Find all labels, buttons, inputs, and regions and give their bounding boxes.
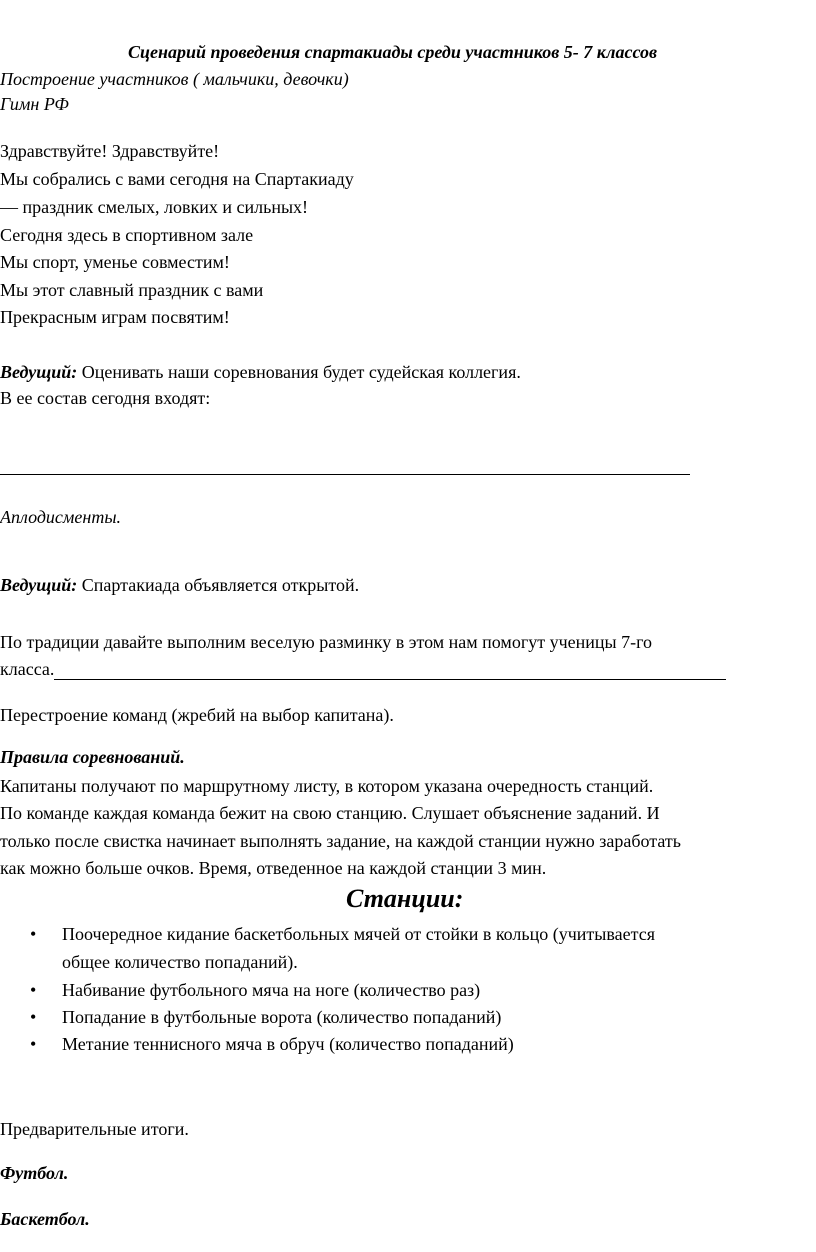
bullet-icon: •	[30, 980, 37, 1000]
bullet-icon: •	[30, 924, 37, 944]
warmup-line-2	[0, 658, 726, 680]
signature-line	[0, 474, 690, 475]
poem-line: Мы спорт, уменье совместим!	[0, 252, 230, 272]
football-heading: Футбол.	[0, 1163, 69, 1183]
applause-note: Аплодисменты.	[0, 507, 122, 527]
station-item-continued: общее количество попаданий).	[62, 952, 298, 972]
station-item: Метание теннисного мяча в обруч (количество попаданий)	[62, 1034, 514, 1054]
rules-line: Капитаны получают по маршрутному листу, в котором указана очередность станций.	[0, 776, 654, 796]
regroup-line: Перестроение команд (жребий на выбор капитана).	[0, 705, 394, 725]
poem-line: Мы этот славный праздник с вами	[0, 280, 264, 300]
host-text: Оценивать наши соревнования будет судейская коллегия.	[77, 362, 521, 382]
poem-line: Сегодня здесь в спортивном зале	[0, 225, 254, 245]
poem-line: — праздник смелых, ловких и сильных!	[0, 197, 309, 217]
jury-line: В ее состав сегодня входят:	[0, 388, 211, 408]
fill-in-line	[54, 661, 726, 680]
bullet-icon: •	[30, 1034, 37, 1054]
stations-title: Станции:	[346, 884, 464, 913]
rules-title: Правила соревнований.	[0, 747, 185, 767]
rules-line: только после свистка начинает выполнять задание, на каждой станции нужно заработать	[0, 831, 681, 851]
host-paragraph-1	[0, 361, 521, 383]
warmup-line: По традиции давайте выполним веселую разминку в этом нам помогут ученицы 7-го	[0, 632, 653, 652]
station-item: Набивание футбольного мяча на ноге (количество раз)	[62, 980, 481, 1000]
document-title: Сценарий проведения спартакиады среди участников 5- 7 классов	[128, 42, 658, 62]
host-text: Спартакиада объявляется открытой.	[77, 575, 360, 595]
station-item: Попадание в футбольные ворота (количество попаданий)	[62, 1007, 502, 1027]
poem-line: Мы собрались с вами сегодня на Спартакиаду	[0, 169, 354, 189]
intro-line: Построение участников ( мальчики, девочки)	[0, 69, 349, 89]
poem-line: Прекрасным играм посвятим!	[0, 307, 230, 327]
intro-line: Гимн РФ	[0, 94, 69, 114]
prelim-results: Предварительные итоги.	[0, 1119, 189, 1139]
host-label: Ведущий:	[0, 575, 78, 595]
rules-line: как можно больше очков. Время, отведенное на каждой станции 3 мин.	[0, 858, 547, 878]
station-item: Поочередное кидание баскетбольных мячей от стойки в кольцо (учитывается	[62, 924, 655, 944]
warmup-text: класса.	[0, 659, 55, 679]
host-label: Ведущий:	[0, 362, 78, 382]
poem-line: Здравствуйте! Здравствуйте!	[0, 141, 220, 161]
bullet-icon: •	[30, 1007, 37, 1027]
rules-line: По команде каждая команда бежит на свою станцию. Слушает объяснение заданий. И	[0, 803, 660, 823]
basketball-heading: Баскетбол.	[0, 1209, 90, 1229]
host-paragraph-2	[0, 574, 359, 596]
